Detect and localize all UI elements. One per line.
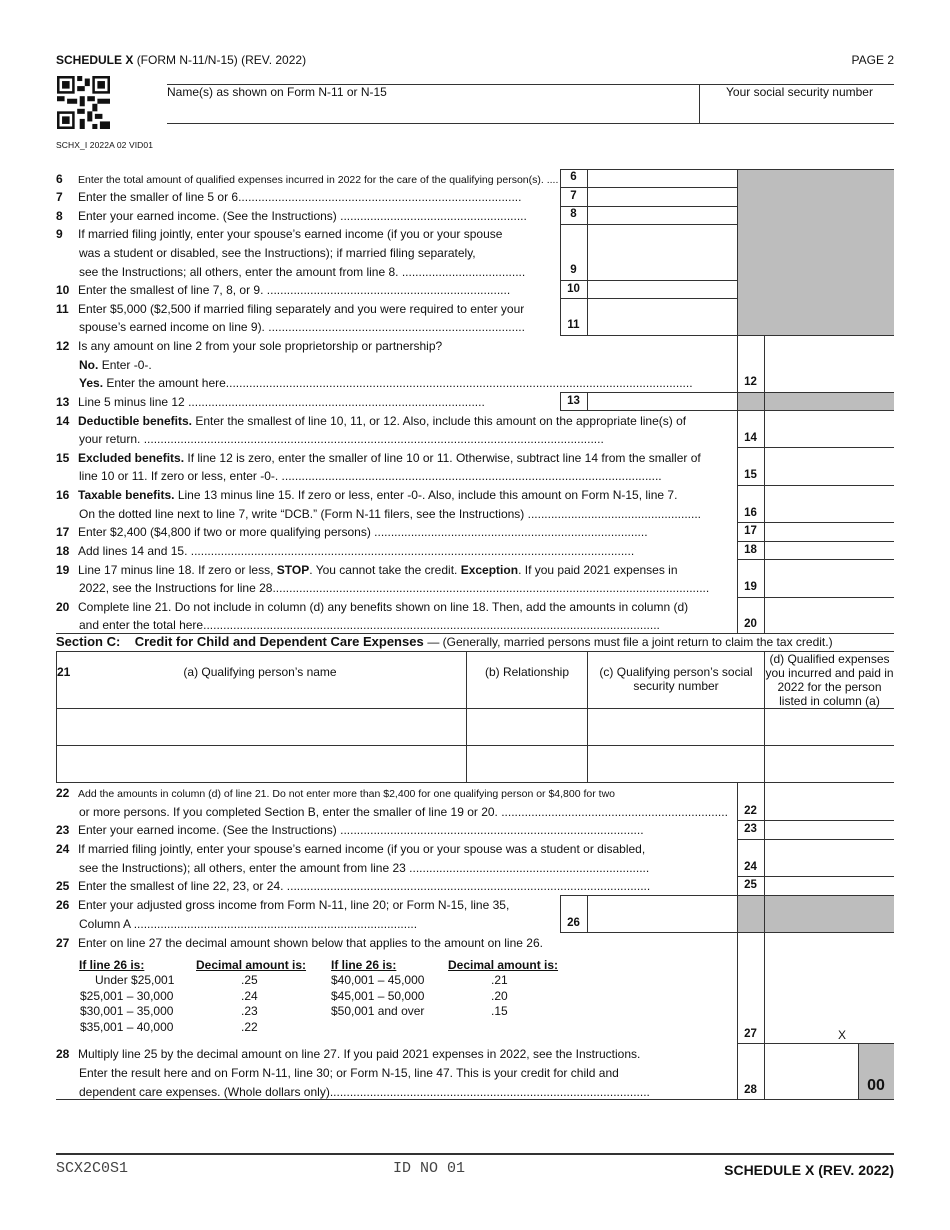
line-6-number: 6 [56, 172, 63, 186]
line-22 [56, 786, 615, 800]
box-25: 25 [744, 879, 757, 891]
line-27-number: 27 [56, 936, 70, 950]
box-13: 13 [567, 395, 580, 407]
box-16: 16 [744, 507, 757, 519]
line-8-text: Enter your earned income. (See the Instructions) [78, 209, 337, 223]
box-7: 7 [570, 190, 577, 202]
line-12-yes-label: Yes. [79, 376, 104, 390]
line-24-amount[interactable] [765, 840, 894, 875]
decimal-table-decimal-header-left [196, 958, 306, 972]
footer-code: SCX2C0S1 [56, 1160, 129, 1177]
column-a-header: (a) Qualifying person’s name [183, 665, 337, 679]
line-26-amount[interactable] [588, 896, 736, 931]
decimal-table-decimal-header-right [448, 958, 558, 972]
line-18-number: 18 [56, 544, 70, 558]
column-d-header: (d) Qualified expenses you incurred and paid in 2022 for the person listed in column (a) [765, 652, 894, 708]
line-20-row-2: and enter the total here......................................................................................................................................... [79, 618, 660, 632]
line-28-text-1: Multiply line 25 by the decimal amount on line 27. If you paid 2021 expenses in 2022, see the Instructions. [78, 1047, 641, 1061]
person-2-expenses-field[interactable] [765, 746, 894, 781]
line-20 [56, 600, 688, 614]
line-16-text-1: Line 13 minus line 15. If zero or less, enter -0-. Also, include this amount on Form N-15, line 7. [177, 488, 678, 502]
table-income: $50,001 and over [331, 1004, 425, 1018]
line-25-text: Enter the smallest of line 22, 23, or 24. [78, 879, 284, 893]
line-13-text: Line 5 minus line 12 [78, 395, 185, 409]
line-24-text-2: see the Instructions); all others, enter the amount from line 23 [79, 861, 406, 875]
line-28-text-3: dependent care expenses. (Whole dollars only) [79, 1085, 330, 1099]
line-10-text: Enter the smallest of line 7, 8, or 9. [78, 283, 264, 297]
section-c-title: Section C: Credit for Child and Dependent Care Expenses [56, 634, 424, 649]
form-reference: (FORM N-11/N-15) (REV. 2022) [136, 53, 307, 67]
line-22-number: 22 [56, 786, 70, 800]
person-1-expenses-field[interactable] [765, 709, 894, 744]
line-24-text-1: If married filing jointly, enter your spouse’s earned income (if you or your spouse was a student or disabled, [78, 842, 646, 856]
box-15: 15 [744, 469, 757, 481]
box-9: 9 [570, 264, 577, 276]
line-6: 6 Enter the total amount of qualified expenses incurred in 2022 for the care of the qualifying person(s). .... [56, 172, 559, 186]
line-22-amount[interactable] [765, 783, 894, 819]
line-19-text-a: Line 17 minus line 18. If zero or less, [78, 563, 274, 577]
line-26-text-2: Column A [79, 917, 131, 931]
decimal-header-text: Decimal amount is: [196, 958, 307, 972]
line-10-number: 10 [56, 283, 70, 297]
box-14: 14 [744, 432, 757, 444]
line-15-text-1: If line 12 is zero, enter the smaller of line 10 or 11. Otherwise, subtract line 14 from the smaller of [187, 451, 701, 465]
line-9 [56, 227, 502, 241]
box-18: 18 [744, 544, 757, 556]
line-13: 13 Line 5 minus line 12 ......................................................................................... [56, 395, 485, 409]
line-25-amount[interactable] [765, 877, 894, 894]
table-decimal: .25 [241, 973, 258, 987]
schedule-name: SCHEDULE X [56, 53, 134, 67]
line-26-number: 26 [56, 898, 70, 912]
box-27: 27 [744, 1028, 757, 1040]
box-12: 12 [744, 376, 757, 388]
line-12-no-row [79, 358, 152, 372]
table-decimal: .20 [491, 989, 508, 1003]
line-22-text-1: Add the amounts in column (d) of line 21. Do not enter more than $2,400 for one qualifying person or $4,800 for two [78, 788, 615, 800]
line-15-number: 15 [56, 451, 70, 465]
line-20-text-2: and enter the total here. [79, 618, 207, 632]
line-11-text-1: Enter $5,000 ($2,500 if married filing separately and you were required to enter your [78, 302, 525, 316]
box-28: 28 [744, 1084, 757, 1096]
page-number: PAGE 2 [851, 53, 894, 67]
line-28 [56, 1047, 640, 1061]
line-18: 18 Add lines 14 and 15. ..................................................................................................................................... [56, 544, 635, 558]
box-8: 8 [570, 208, 577, 220]
decimal-point-mark: X [838, 1028, 847, 1042]
line-28-text-2: Enter the result here and on Form N-11, line 30; or Form N-15, line 47. This is your credit for child and [79, 1066, 619, 1080]
section-c-heading [56, 634, 833, 649]
line-12-yes-row: Yes. Enter the amount here............................................................................................................................................ [79, 376, 693, 390]
line-13-number: 13 [56, 395, 70, 409]
line-19-stop: STOP [276, 563, 310, 577]
ssn-label: Your social security number [726, 85, 873, 99]
line-28-number: 28 [56, 1047, 70, 1061]
income-header-text: If line 26 is: [331, 958, 397, 972]
box-23: 23 [744, 823, 757, 835]
line-15-amount[interactable] [765, 448, 894, 484]
line-23: 23 Enter your earned income. (See the Instructions) ........................................................................................... [56, 823, 644, 837]
table-decimal: .22 [241, 1020, 258, 1034]
table-decimal: .24 [241, 989, 258, 1003]
line-11 [56, 302, 524, 316]
line-9-text-3: see the Instructions; all others, enter the amount from line 8. [79, 265, 399, 279]
name-label: Name(s) as shown on Form N-11 or N-15 [167, 85, 387, 99]
line-23-amount[interactable] [765, 821, 894, 838]
decimal-table-income-header-right [331, 958, 396, 972]
line-19-number: 19 [56, 563, 70, 577]
section-c-note: — (Generally, married persons must file a joint return to claim the tax credit.) [427, 635, 833, 649]
footer-title: SCHEDULE X (REV. 2022) [724, 1162, 894, 1178]
line-27-text: Enter on line 27 the decimal amount shown below that applies to the amount on line 26. [78, 936, 543, 950]
table-income: $25,001 – 30,000 [80, 989, 174, 1003]
box-11: 11 [567, 319, 580, 331]
line-28-amount[interactable] [765, 1044, 857, 1098]
line-6-amount[interactable] [588, 170, 736, 186]
box-26: 26 [567, 917, 580, 929]
line-8-number: 8 [56, 209, 63, 223]
shaded-area-line13 [737, 392, 894, 410]
line-23-text: Enter your earned income. (See the Instructions) [78, 823, 337, 837]
line-14-heading: Deductible benefits. [78, 414, 193, 428]
line-28-cents: 00 [867, 1077, 885, 1094]
column-b-header: (b) Relationship [484, 665, 570, 679]
table-decimal: .21 [491, 973, 508, 987]
income-header-text: If line 26 is: [79, 958, 145, 972]
line-17: 17 Enter $2,400 ($4,800 if two or more qualifying persons) .................................................................................. [56, 525, 648, 539]
table-income: $45,001 – 50,000 [331, 989, 425, 1003]
line-15-text-2: line 10 or 11. If zero or less, enter -0-. [79, 469, 279, 483]
person-2-relationship-field[interactable] [467, 746, 586, 781]
line-25-number: 25 [56, 879, 70, 893]
decimal-table-income-header-left [79, 958, 144, 972]
line-21-number: 21 [57, 665, 71, 679]
line-7-text: Enter the smaller of line 5 or 6 [78, 190, 239, 204]
line-20-number: 20 [56, 600, 70, 614]
line-19-exception: Exception [460, 563, 519, 577]
line-25: 25 Enter the smallest of line 22, 23, or 24. ............................................................................................................. [56, 879, 651, 893]
box-19: 19 [744, 581, 757, 593]
line-28-row-3: dependent care expenses. (Whole dollars only)................................................................................................ [79, 1085, 650, 1099]
line-12-text: Is any amount on line 2 from your sole proprietorship or partnership? [78, 339, 443, 353]
line-20-amount[interactable] [765, 598, 894, 632]
line-27-decimal[interactable] [765, 933, 894, 1042]
line-19-row-2: 2022, see the Instructions for line 28................................................................................................................................... [79, 581, 710, 595]
line-12 [56, 339, 442, 353]
line-22-text-2: or more persons. If you completed Section B, enter the smaller of line 19 or 20. [79, 805, 498, 819]
line-14-amount[interactable] [765, 411, 894, 446]
line-23-number: 23 [56, 823, 70, 837]
ssn-field[interactable] [699, 84, 894, 124]
line-19 [56, 563, 678, 577]
line-15-row-2: line 10 or 11. If zero or less, enter -0-. .................................................................................................................. [79, 469, 662, 483]
line-17-number: 17 [56, 525, 70, 539]
line-9-text-1: If married filing jointly, enter your spouse’s earned income (if you or your spouse [78, 227, 503, 241]
line-17-amount[interactable] [765, 523, 894, 540]
line-19-text-2: 2022, see the Instructions for line 28. [79, 581, 276, 595]
shaded-area-line26 [737, 895, 894, 932]
person-1-relationship-field[interactable] [467, 709, 586, 744]
line-16-heading: Taxable benefits. [78, 488, 175, 502]
line-14 [56, 414, 686, 428]
table-decimal: .23 [241, 1004, 258, 1018]
line-26-row-2: Column A ..................................................................................... [79, 917, 418, 931]
line-12-yes-text: Enter the amount here. [106, 376, 230, 390]
box-10: 10 [567, 283, 580, 295]
line-19-text-b: . You cannot take the credit. [309, 563, 458, 577]
line-14-row-2: your return. .......................................................................................................................................... [79, 432, 604, 446]
line-9-amount[interactable] [588, 225, 736, 279]
line-24 [56, 842, 645, 856]
line-16-amount[interactable] [765, 486, 894, 521]
line-18-text: Add lines 14 and 15. [78, 544, 188, 558]
line-6-text: Enter the total amount of qualified expenses incurred in 2022 for the care of the qualifying person(s). [78, 174, 544, 186]
line-14-text-1: Enter the smallest of line 10, 11, or 12. Also, include this amount on the appropriate line(s) of [195, 414, 687, 428]
form-title [56, 53, 306, 67]
line-19-amount[interactable] [765, 560, 894, 596]
line-16 [56, 488, 677, 502]
line-11-row-2: spouse’s earned income on line 9). ............................................................................. [79, 320, 525, 334]
line-16-text-2: On the dotted line next to line 7, write “DCB.” (Form N-11 filers, see the Instructions) [79, 507, 525, 521]
line-19-text-c: . If you paid 2021 expenses in [518, 563, 678, 577]
table-income: $35,001 – 40,000 [80, 1020, 174, 1034]
line-11-amount[interactable] [588, 299, 736, 334]
table-income: $40,001 – 45,000 [331, 973, 425, 987]
line-10-amount[interactable] [588, 281, 736, 297]
person-2-ssn-field[interactable] [588, 746, 763, 781]
line-12-no-text: Enter -0-. [101, 358, 152, 372]
line-27 [56, 936, 543, 950]
person-1-name-field[interactable] [57, 709, 465, 744]
decimal-header-text: Decimal amount is: [448, 958, 559, 972]
line-14-text-2: your return. [79, 432, 141, 446]
column-c-header: (c) Qualifying person’s social security number [599, 665, 753, 693]
box-20: 20 [744, 618, 757, 630]
box-17: 17 [744, 525, 757, 537]
line-8-amount[interactable] [588, 207, 736, 223]
line-10: 10 Enter the smallest of line 7, 8, or 9. ......................................................................... [56, 283, 511, 297]
line-9-row-3: see the Instructions; all others, enter the amount from line 8. ..................................... [79, 265, 526, 279]
line-26-text-1: Enter your adjusted gross income from Form N-11, line 20; or Form N-15, line 35, [78, 898, 510, 912]
line-7-amount[interactable] [588, 188, 736, 205]
line-22-row-2: or more persons. If you completed Section B, enter the smaller of line 19 or 20. .................................................................... [79, 805, 728, 819]
name-field[interactable] [167, 84, 700, 124]
box-22: 22 [744, 805, 757, 817]
line-12-number: 12 [56, 339, 70, 353]
box-6: 6 [570, 171, 577, 183]
line-26 [56, 898, 509, 912]
line-16-number: 16 [56, 488, 70, 502]
line-20-text-1: Complete line 21. Do not include in column (d) any benefits shown on line 18. Then, add the amounts in column (d) [78, 600, 689, 614]
line-8: 8 Enter your earned income. (See the Instructions) ........................................................ [56, 209, 527, 223]
line-16-row-2: On the dotted line next to line 7, write “DCB.” (Form N-11 filers, see the Instructions) .................................................... [79, 507, 701, 521]
table-income: $30,001 – 35,000 [80, 1004, 174, 1018]
footer-id: ID NO 01 [393, 1160, 466, 1177]
shaded-area-upper [737, 169, 894, 335]
line-7: 7 Enter the smaller of line 5 or 6..................................................................................... [56, 190, 522, 204]
line-9-number: 9 [56, 227, 63, 241]
line-11-text-2: spouse’s earned income on line 9). [79, 320, 265, 334]
line-13-amount[interactable] [588, 393, 736, 409]
line-12-amount[interactable] [765, 336, 894, 391]
line-15-heading: Excluded benefits. [78, 451, 185, 465]
line-15 [56, 451, 701, 465]
form-id: SCHX_I 2022A 02 VID01 [56, 140, 154, 150]
line-18-amount[interactable] [765, 542, 894, 558]
line-7-number: 7 [56, 190, 63, 204]
line-24-number: 24 [56, 842, 70, 856]
line-14-number: 14 [56, 414, 70, 428]
table-decimal: .15 [491, 1004, 508, 1018]
table-income: Under $25,001 [95, 973, 175, 987]
person-1-ssn-field[interactable] [588, 709, 763, 744]
line-24-row-2: see the Instructions); all others, enter the amount from line 23 ........................................................................ [79, 861, 650, 875]
line-9-text-2: was a student or disabled, see the Instructions); if married filing separately, [79, 246, 476, 260]
person-2-name-field[interactable] [57, 746, 465, 781]
line-12-no-label: No. [79, 358, 99, 372]
line-11-number: 11 [56, 302, 69, 316]
line-17-text: Enter $2,400 ($4,800 if two or more qualifying persons) [78, 525, 371, 539]
qr-code-icon [57, 76, 110, 129]
box-24: 24 [744, 861, 757, 873]
